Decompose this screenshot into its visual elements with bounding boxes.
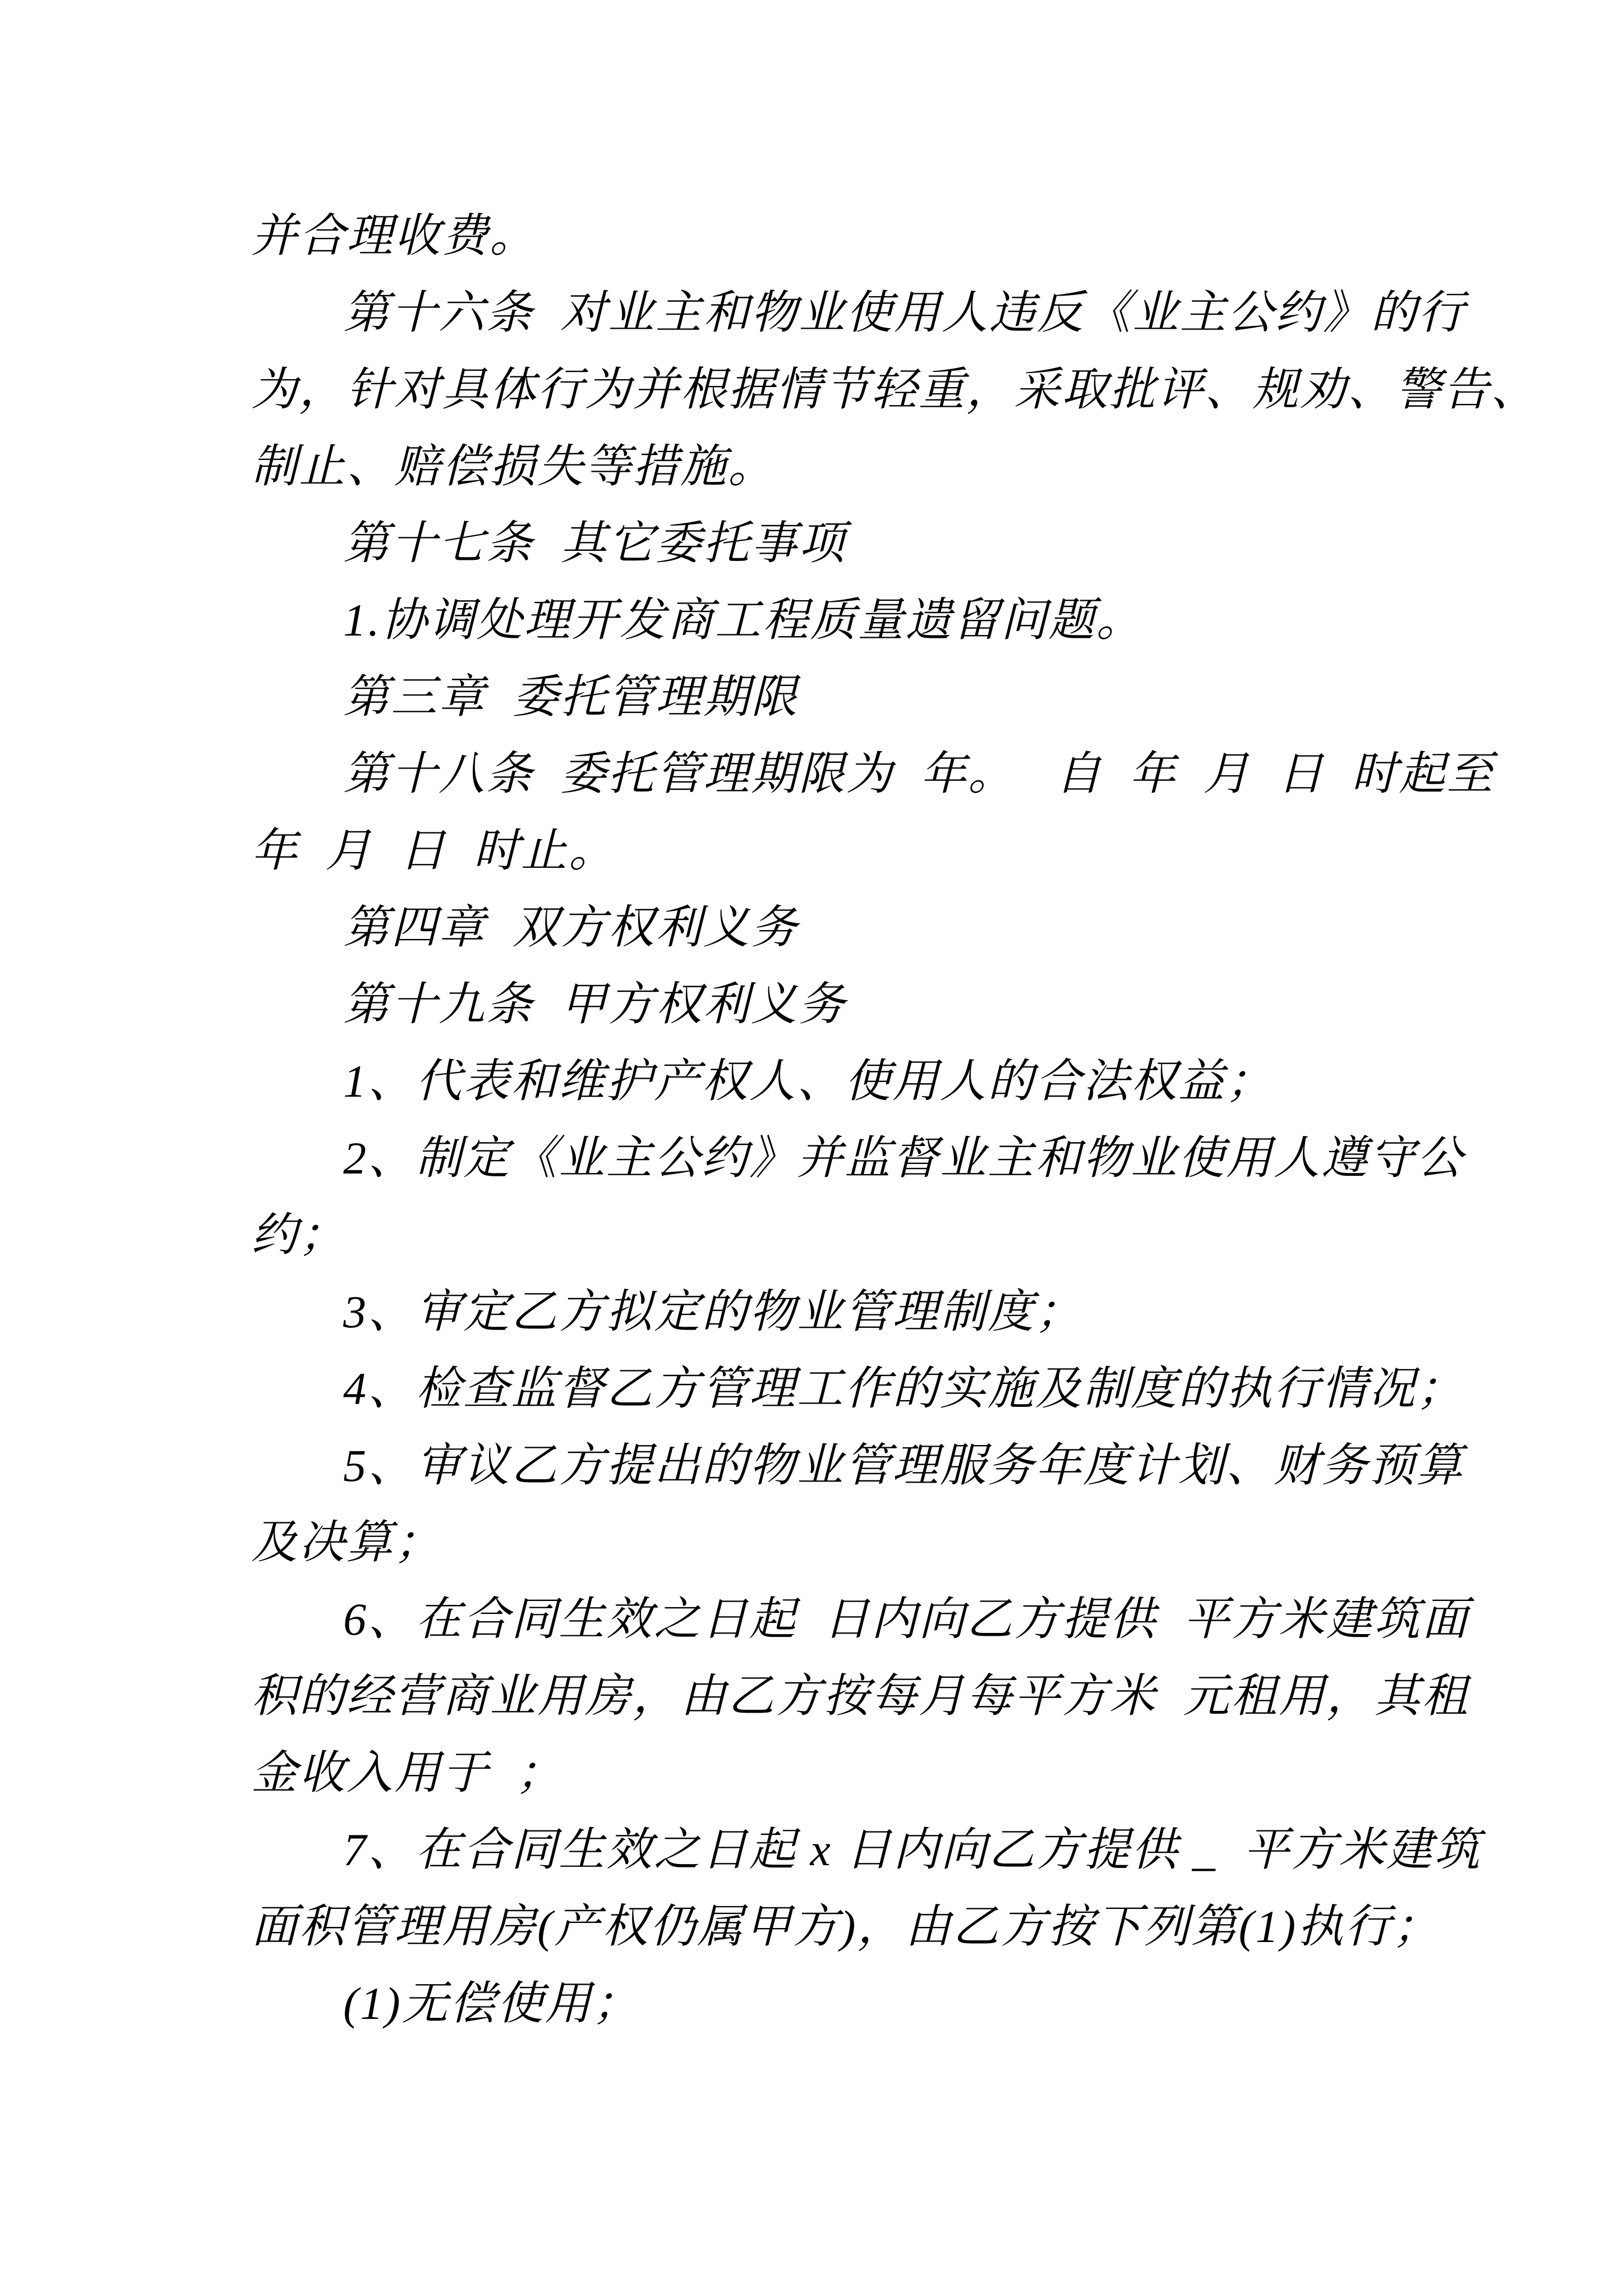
text-line: 及决算； [251,1517,442,1568]
text-line: 第三章 委托管理期限 [343,671,799,723]
text-line: 4、检查监督乙方管理工作的实施及制度的执行情况； [343,1363,1464,1414]
text-line: 3、审定乙方拟定的物业管理制度； [343,1286,1083,1337]
text-line: 为，针对具体行为并根据情节轻重，采取批评、规劝、警告、 [251,364,1538,415]
text-line: 6、在合同生效之日起 日内向乙方提供 平方米建筑面 [343,1594,1469,1645]
text-line: (1)无偿使用； [343,1978,640,2029]
text-line: 年 月 日 时止。 [251,825,616,876]
text-line: 第十九条 甲方权利义务 [343,979,846,1030]
text-line: 2、制定《业主公约》并监督业主和物业使用人遵守公 [343,1133,1464,1184]
text-line: 第十六条 对业主和物业使用人违反《业主公约》的行 [343,287,1466,338]
text-line: 第十八条 委托管理期限为 年。 自 年 月 日 时起至 [343,748,1495,799]
text-line: 积的经营商业用房，由乙方按每月每平方米 元租用，其租 [251,1671,1469,1722]
text-line: 第十七条 其它委托事项 [343,518,846,569]
text-line: 1.协调处理开发商工程质量遗留问题。 [343,595,1144,646]
text-line: 第四章 双方权利义务 [343,902,799,953]
text-line: 5、审议乙方提出的物业管理服务年度计划、财务预算 [343,1440,1464,1491]
text-line: 约； [251,1209,347,1260]
text-line: 1、代表和维护产权人、使用人的合法权益； [343,1056,1274,1107]
text-line: 面积管理用房(产权仍属甲方)，由乙方按下列第(1)执行； [251,1901,1441,1952]
text-line: 并合理收费。 [251,210,537,261]
text-line: 金收入用于 ； [251,1747,564,1798]
text-line: 7、在合同生效之日起 x 日内向乙方提供 _ 平方米建筑 [343,1824,1482,1875]
text-line: 制止、赔偿损失等措施。 [251,441,776,492]
document-text-block [251,197,1538,2042]
